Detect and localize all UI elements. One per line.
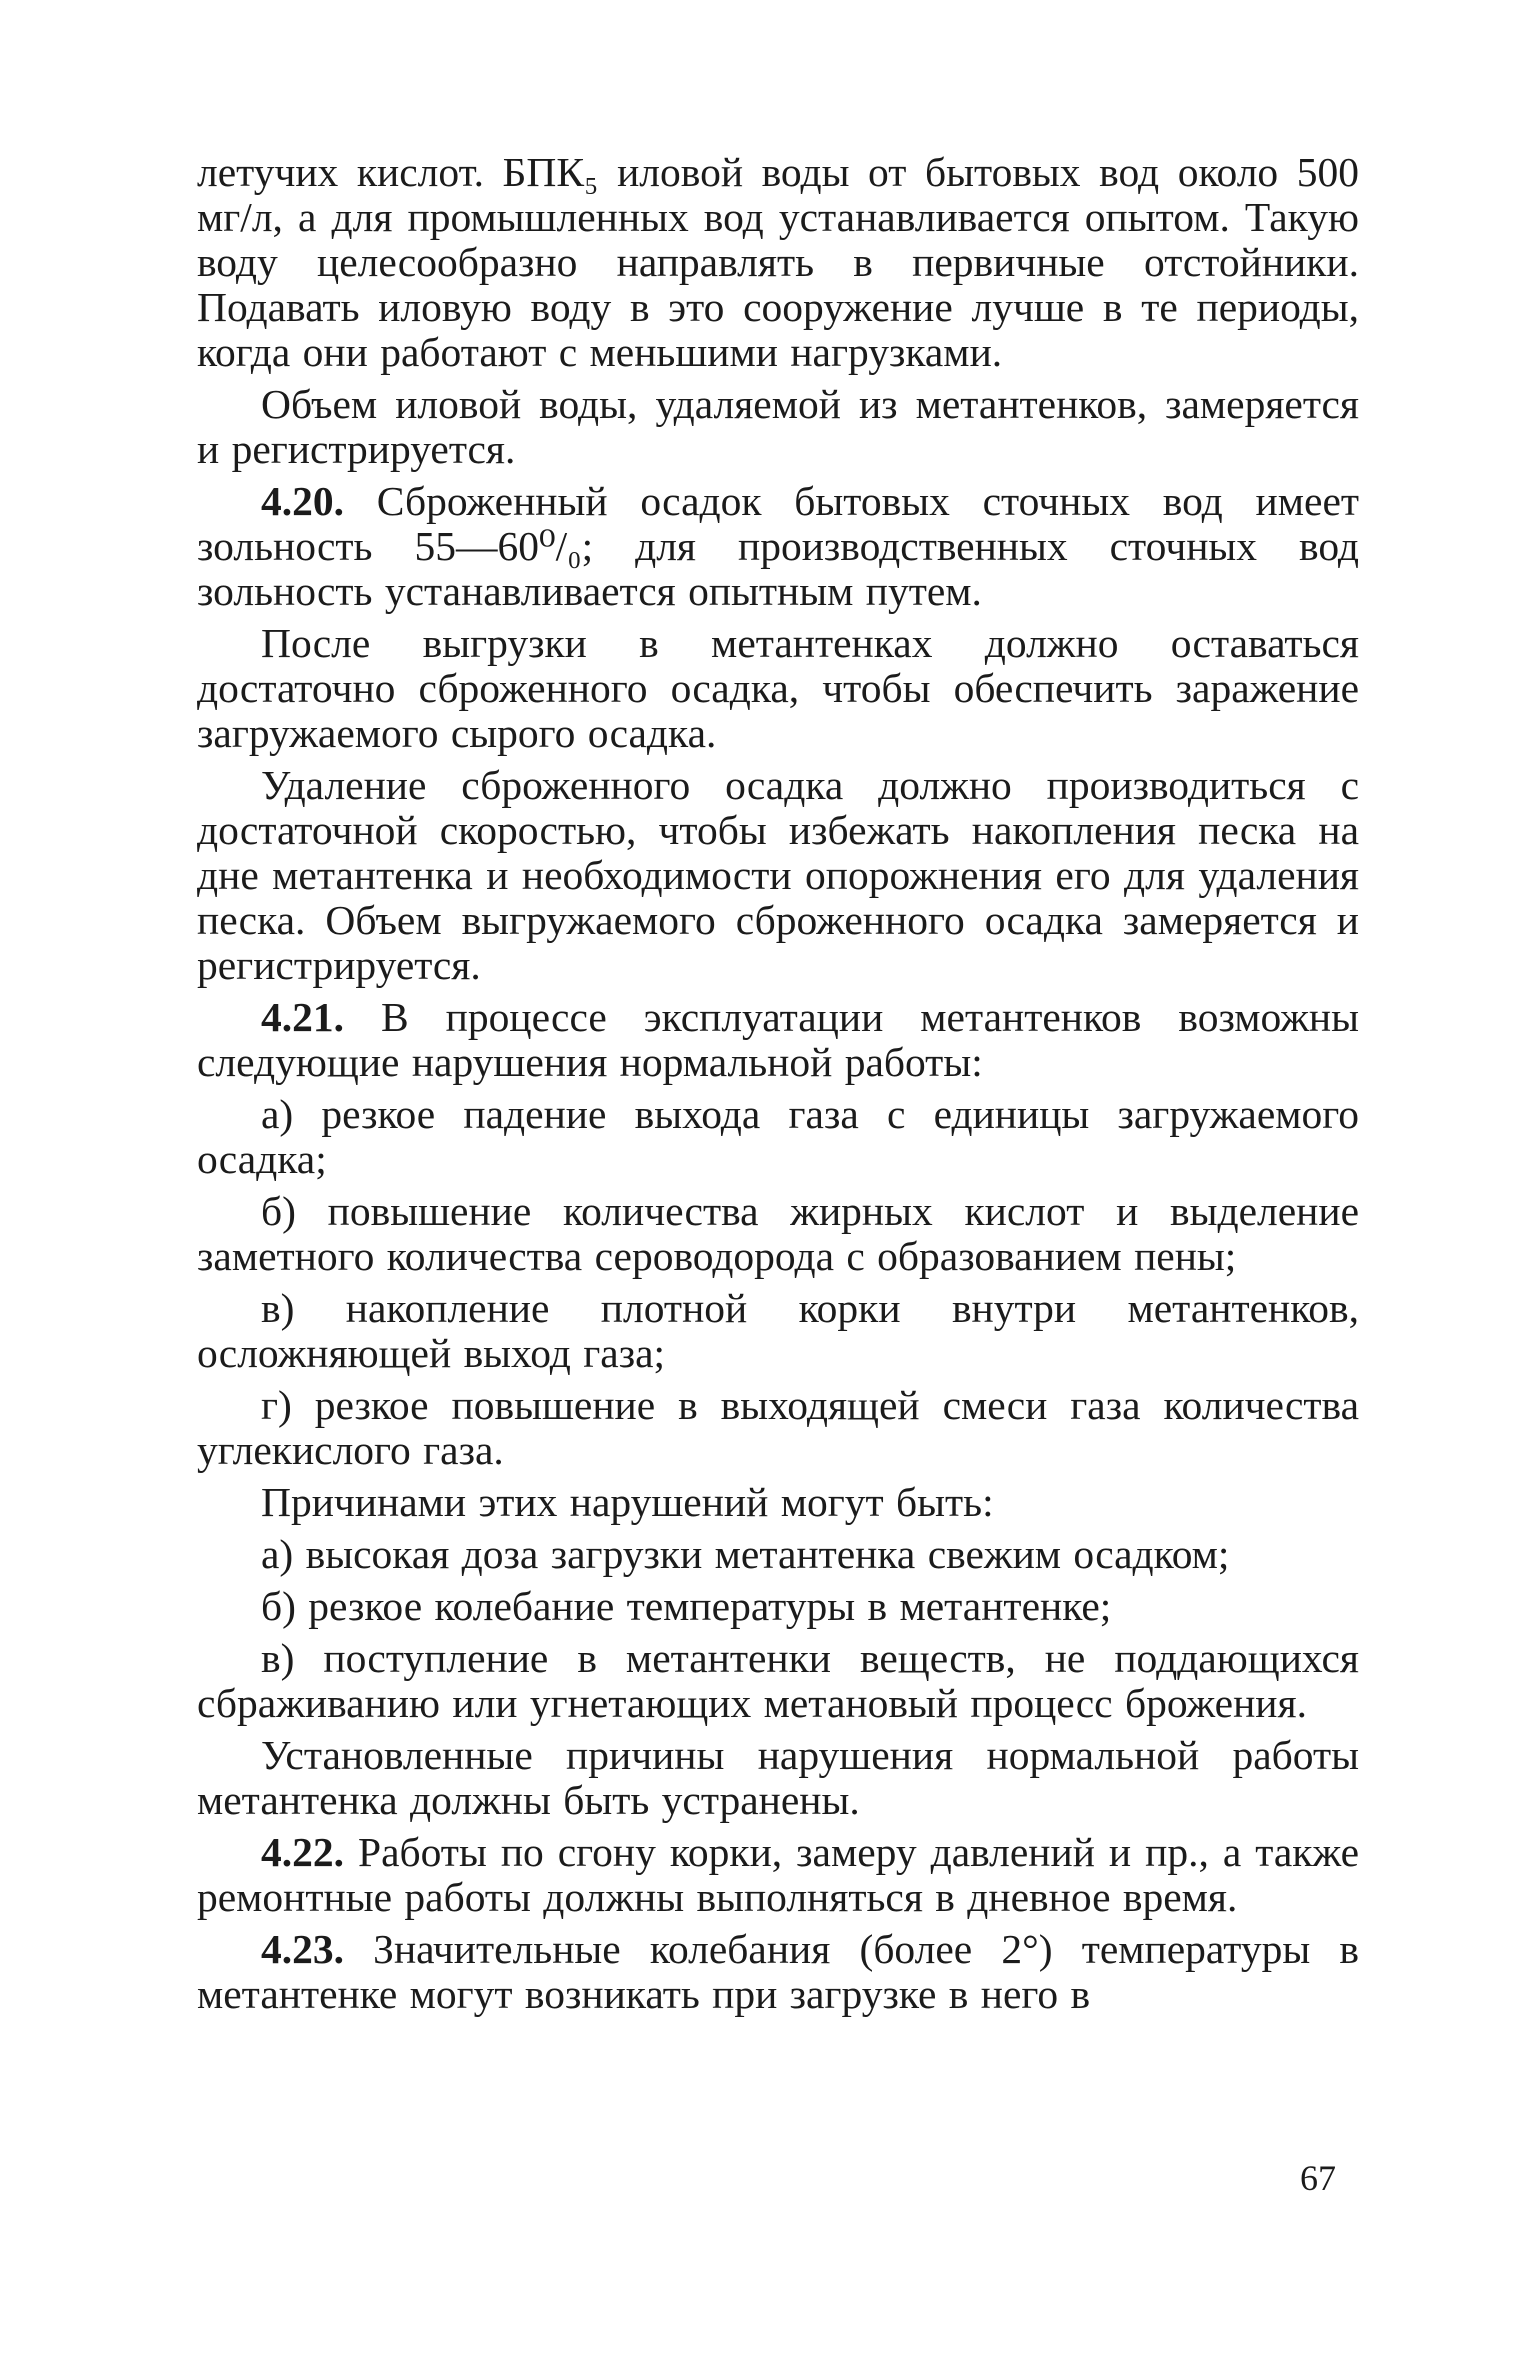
page-number: 67 [1300,2158,1336,2198]
paragraph-causes: Причинами этих нарушений могут быть: [261,1479,994,1525]
paragraph-4-21 [197,995,1359,1085]
section-number: 4.20. [261,478,344,524]
section-number: 4.22. [261,1829,344,1875]
paragraph-4-23 [197,1927,1359,2017]
paragraph-volatile-acids: летучих кислот. БПК₅ иловой воды от бытовых вод около 500 мг/л, а для промышленных вод устанавливается опытом. Такую воду целесообразно направлять в первичные отстойники. Подавать иловую воду в это сооружение лучше в те периоды, когда они работают с меньшими нагрузками. [197,149,1359,375]
page-text [197,150,1359,2024]
list-item-a: а) резкое падение выхода газа с единицы загружаемого осадка; [197,1091,1359,1182]
cause-item-v: в) поступление в метантенки веществ, не поддающихся сбраживанию или угнетающих метановый процесс брожения. [197,1635,1359,1726]
list-item-g: г) резкое повышение в выходящей смеси газа количества углекислого газа. [197,1382,1359,1473]
paragraph-text: Значительные колебания (более 2°) температуры в метантенке могут возникать при загрузке в него в [197,1926,1359,2017]
cause-item-b: б) резкое колебание температуры в метантенке; [261,1583,1112,1629]
paragraph-4-20 [197,479,1359,614]
paragraph-text: В процессе эксплуатации метантенков возможны следующие нарушения нормальной работы: [197,994,1359,1085]
paragraph-4-22 [197,1830,1359,1920]
section-number: 4.23. [261,1926,344,1972]
list-item-b: б) повышение количества жирных кислот и выделение заметного количества сероводорода с образованием пены; [197,1188,1359,1279]
list-item-v: в) накопление плотной корки внутри метантенков, осложняющей выход газа; [197,1285,1359,1376]
paragraph-text: Работы по сгону корки, замеру давлений и пр., а также ремонтные работы должны выполняться в дневное время. [197,1829,1359,1920]
paragraph-removal: Удаление сброженного осадка должно производиться с достаточной скоростью, чтобы избежать накопления песка на дне метантенка и необходимости опорожнения его для удаления песка. Объем выгружаемого сброженного осадка замеряется и регистрируется. [197,762,1359,988]
paragraph-eliminate-causes: Установленные причины нарушения нормальной работы метантенка должны быть устранены. [197,1732,1359,1823]
paragraph-text: Сброженный осадок бытовых сточных вод имеет зольность 55—60⁰/₀; для производственных сточных вод зольность устанавливается опытным путем. [197,478,1359,614]
paragraph-sludge-water-volume: Объем иловой воды, удаляемой из метантенков, замеряется и регистрируется. [197,381,1359,472]
section-number: 4.21. [261,994,344,1040]
paragraph-after-unloading: После выгрузки в метантенках должно оставаться достаточно сброженного осадка, чтобы обеспечить заражение загружаемого сырого осадка. [197,620,1359,756]
cause-item-a: а) высокая доза загрузки метантенка свежим осадком; [261,1531,1230,1577]
